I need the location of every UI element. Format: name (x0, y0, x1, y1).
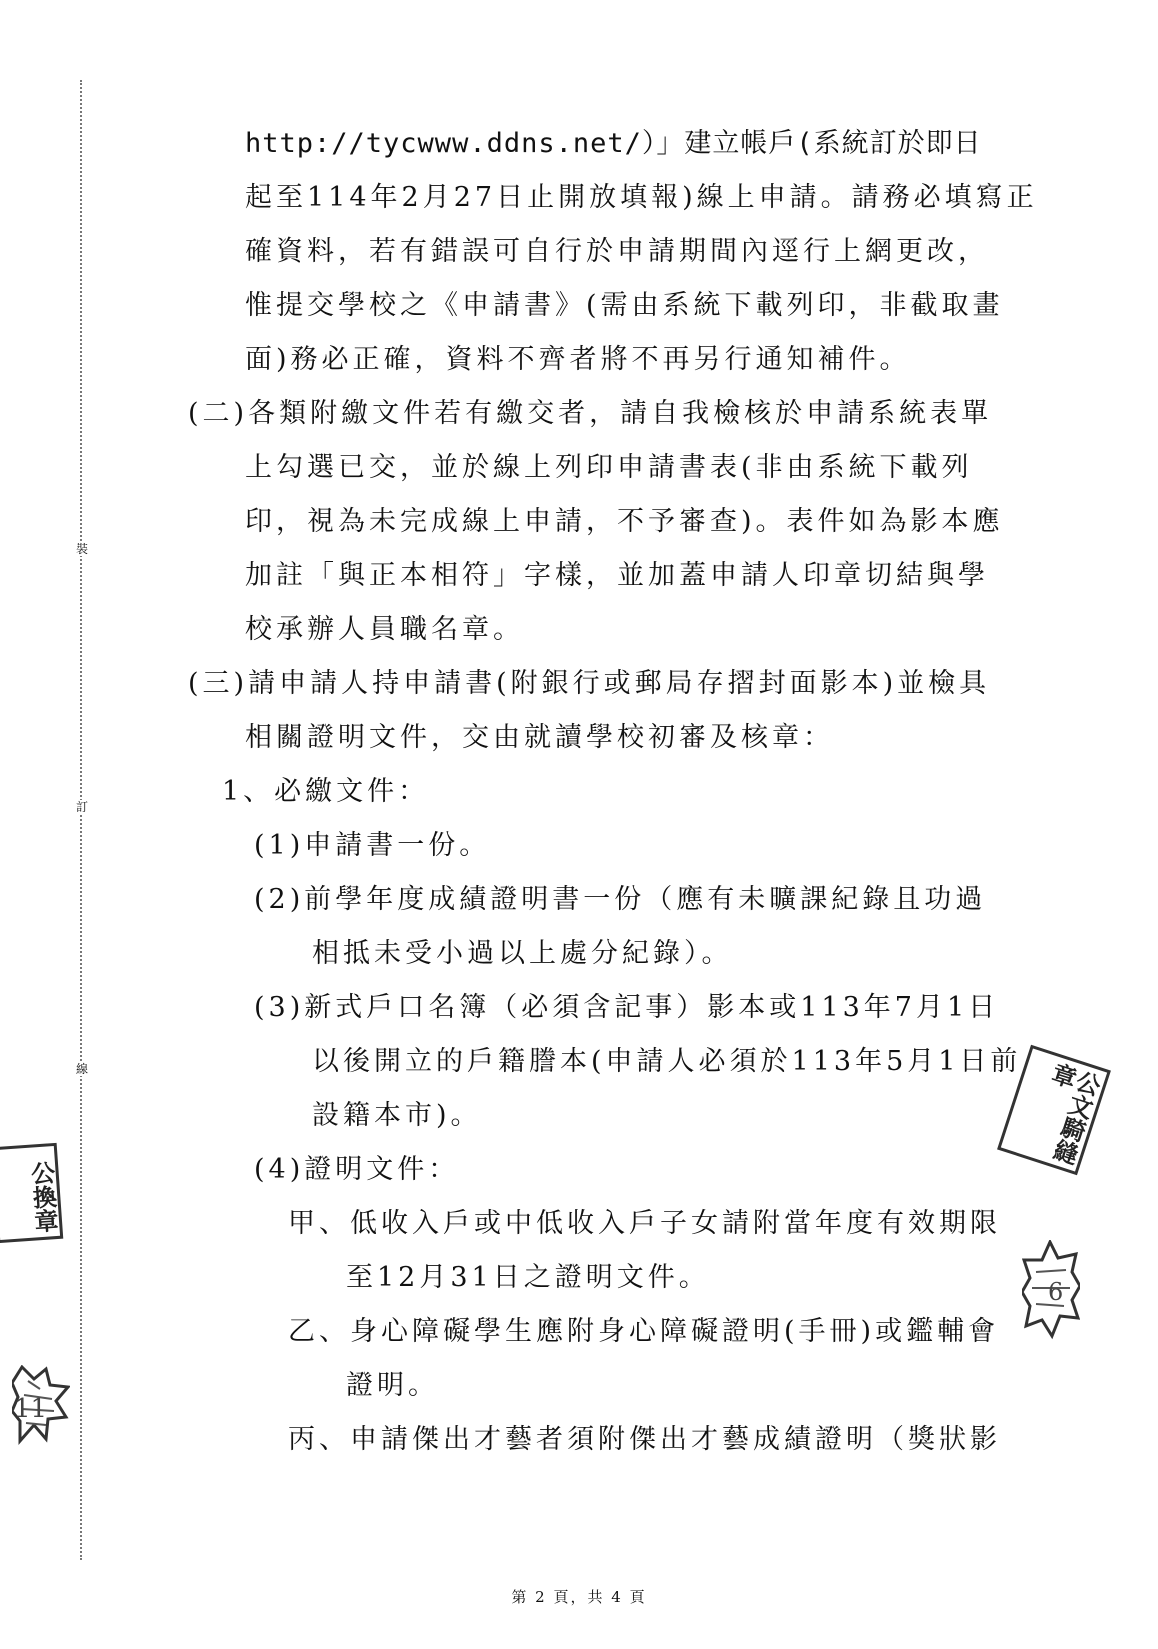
text-line: 起至114年2月27日止開放填報)線上申請。請務必填寫正 (245, 182, 1038, 213)
left-seal-number: 11 (14, 1394, 48, 1424)
sub-item-1: (1)申請書一份。 (254, 830, 491, 861)
sub-item-3: (3)新式戶口名簿（必須含記事）影本或113年7月1日 (254, 992, 1000, 1023)
right-stamp-text: 公文騎縫章 (1045, 1059, 1105, 1168)
text-line: 確資料，若有錯誤可自行於申請期間內逕行上網更改， (245, 236, 989, 267)
text-line: 設籍本市)。 (312, 1100, 482, 1131)
text-line: 面)務必正確，資料不齊者將不再另行通知補件。 (245, 344, 911, 375)
text-line: 以後開立的戶籍謄本(申請人必須於113年5月1日前 (312, 1046, 1022, 1077)
binding-dotted-line (80, 80, 92, 1560)
text-line: 惟提交學校之《申請書》(需由系統下載列印，非截取畫 (245, 290, 1004, 321)
text-line: 上勾選已交，並於線上列印申請書表(非由系統下載列 (245, 452, 973, 483)
sub-item-2: (2)前學年度成績證明書一份（應有未曠課紀錄且功過 (254, 884, 987, 915)
sub-sub-item-bing: 丙、申請傑出才藝者須附傑出才藝成績證明（獎狀影 (288, 1424, 1001, 1455)
text-line: 相關證明文件，交由就讀學校初審及核章： (245, 722, 834, 753)
text-line: 印，視為未完成線上申請，不予審查)。表件如為影本應 (245, 506, 1004, 537)
binding-mark-ding: 訂 (76, 800, 89, 814)
left-star-seal-icon (12, 1365, 70, 1445)
sub-sub-item-jia: 甲、低收入戶或中低收入戶子女請附當年度有效期限 (288, 1208, 1001, 1239)
text-line: 證明。 (346, 1370, 439, 1401)
list-item-1: 1、必繳文件： (222, 776, 430, 807)
text-line: 至12月31日之證明文件。 (346, 1262, 710, 1293)
text-line: 加註「與正本相符」字樣，並加蓋申請人印章切結與學 (245, 560, 989, 591)
text-line: http://tycwww.ddns.net/）」建立帳戶(系統訂於即日 (245, 128, 982, 159)
right-star-seal-icon (1022, 1240, 1080, 1340)
left-seam-stamp (0, 1143, 63, 1243)
sub-sub-item-yi: 乙、身心障礙學生應附身心障礙證明(手冊)或鑑輔會 (288, 1316, 1000, 1347)
section-heading-2: (二)各類附繳文件若有繳交者，請自我檢核於申請系統表單 (188, 398, 993, 429)
binding-mark-xian: 線 (76, 1062, 89, 1076)
right-seal-number: 6 (1048, 1278, 1064, 1306)
section-heading-3: (三)請申請人持申請書(附銀行或郵局存摺封面影本)並檢具 (188, 668, 991, 699)
binding-mark-zhuang: 裝 (76, 542, 89, 556)
text-line: 校承辦人員職名章。 (245, 614, 524, 645)
text-line: 相抵未受小過以上處分紀錄）。 (312, 938, 733, 969)
sub-item-4: (4)證明文件： (254, 1154, 460, 1185)
page-footer: 第 2 頁，共 4 頁 (511, 1588, 647, 1606)
left-stamp-text: 公換章 (25, 1159, 60, 1234)
